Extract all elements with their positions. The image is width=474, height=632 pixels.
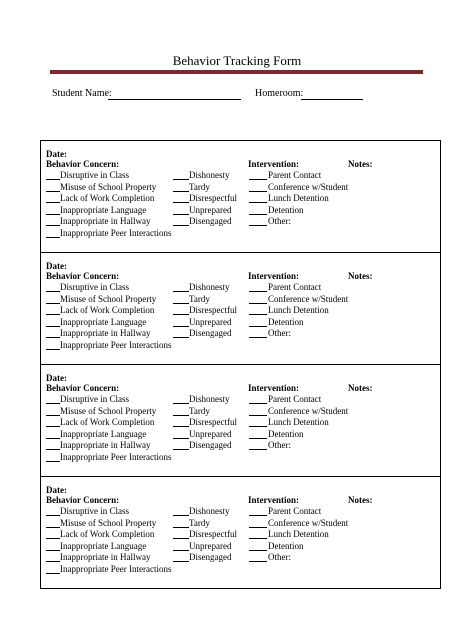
concern-checkbox-blank[interactable] [46,214,60,215]
concern-option: Inappropriate in Hallway [60,552,151,562]
date-label: Date: [46,149,67,159]
concern-option: Disrespectful [189,529,237,539]
intervention-option: Detention [268,204,304,215]
concern-checkbox-blank[interactable] [173,403,189,404]
concern-checkbox-blank[interactable] [46,561,60,562]
intervention-checkbox-blank[interactable] [249,202,267,203]
concern-checkbox-blank[interactable] [46,449,60,450]
intervention-option: Parent Contact [268,506,322,516]
concern-checkbox-blank[interactable] [46,538,60,539]
concern-option: Disengaged [189,216,232,226]
concern-checkbox-blank[interactable] [173,426,189,427]
concern-checkbox-blank[interactable] [46,438,60,439]
concern-option: Lack of Work Completion [60,305,155,315]
concern-option: Misuse of School Property [60,405,157,416]
concern-option: Disruptive in Class [60,282,129,292]
intervention-checkbox-blank[interactable] [249,403,267,404]
concern-option: Misuse of School Property [60,517,157,528]
intervention-label: Intervention: [248,383,299,393]
concern-checkbox-blank[interactable] [173,202,189,203]
concern-checkbox-blank[interactable] [46,527,60,528]
concern-option: Misuse of School Property [60,181,157,192]
concern-option: Disengaged [189,440,232,450]
intervention-checkbox-blank[interactable] [249,538,267,539]
intervention-option: Parent Contact [268,394,322,404]
concern-checkbox-blank[interactable] [46,349,60,350]
concern-checkbox-blank[interactable] [46,403,60,404]
concern-checkbox-blank[interactable] [173,538,189,539]
intervention-checkbox-blank[interactable] [249,438,267,439]
intervention-checkbox-blank[interactable] [249,449,267,450]
intervention-checkbox-blank[interactable] [249,561,267,562]
intervention-option: Conference w/Student [268,293,349,304]
intervention-option: Conference w/Student [268,405,349,416]
notes-label: Notes: [348,495,373,505]
concern-option: Lack of Work Completion [60,417,155,427]
homeroom-field[interactable] [301,99,363,100]
concern-checkbox-blank[interactable] [46,326,60,327]
intervention-option: Lunch Detention [268,529,329,539]
concern-checkbox-blank[interactable] [173,291,189,292]
concern-option: Disruptive in Class [60,506,129,516]
student-info-row [52,88,432,104]
concern-checkbox-blank[interactable] [173,337,189,338]
tracking-block [40,140,441,253]
concern-checkbox-blank[interactable] [173,303,189,304]
intervention-option: Other: [268,552,291,562]
tracking-block [40,252,441,365]
concern-option: Disengaged [189,328,232,338]
concern-option: Unprepared [189,428,232,439]
student-name-label: Student Name: [52,88,112,99]
intervention-checkbox-blank[interactable] [249,337,267,338]
intervention-option: Lunch Detention [268,417,329,427]
concern-checkbox-blank[interactable] [46,225,60,226]
concern-option: Inappropriate Peer Interactions [60,451,172,462]
intervention-checkbox-blank[interactable] [249,214,267,215]
intervention-checkbox-blank[interactable] [249,179,267,180]
concern-option: Inappropriate in Hallway [60,328,151,338]
concern-option: Inappropriate Peer Interactions [60,563,172,574]
concern-checkbox-blank[interactable] [46,237,60,238]
concern-option: Inappropriate Peer Interactions [60,227,172,238]
title-divider [50,70,423,74]
notes-label: Notes: [348,383,373,393]
concern-checkbox-blank[interactable] [46,303,60,304]
concern-checkbox-blank[interactable] [46,461,60,462]
intervention-option: Other: [268,328,291,338]
intervention-option: Other: [268,216,291,226]
intervention-checkbox-blank[interactable] [249,191,267,192]
concern-checkbox-blank[interactable] [173,314,189,315]
concern-option: Tardy [189,517,210,528]
tracking-block [40,364,441,477]
concern-option: Dishonesty [189,282,230,292]
intervention-option: Detention [268,316,304,327]
concern-checkbox-blank[interactable] [46,573,60,574]
concern-checkbox-blank[interactable] [46,291,60,292]
intervention-checkbox-blank[interactable] [249,314,267,315]
concern-option: Disrespectful [189,417,237,427]
intervention-option: Other: [268,440,291,450]
homeroom-label: Homeroom: [255,88,304,99]
concern-option: Disrespectful [189,193,237,203]
intervention-option: Lunch Detention [268,193,329,203]
tracking-block [40,476,441,589]
behavior-concern-label: Behavior Concern: [46,383,120,393]
concern-option: Disengaged [189,552,232,562]
concern-option: Unprepared [189,316,232,327]
student-name-field[interactable] [108,99,241,100]
concern-checkbox-blank[interactable] [46,515,60,516]
concern-checkbox-blank[interactable] [173,214,189,215]
intervention-label: Intervention: [248,271,299,281]
concern-checkbox-blank[interactable] [46,415,60,416]
date-label: Date: [46,485,67,495]
concern-checkbox-blank[interactable] [46,202,60,203]
concern-option: Tardy [189,405,210,416]
intervention-option: Conference w/Student [268,517,349,528]
concern-option: Inappropriate Language [60,204,147,215]
concern-option: Dishonesty [189,506,230,516]
concern-checkbox-blank[interactable] [46,314,60,315]
concern-checkbox-blank[interactable] [173,438,189,439]
date-label: Date: [46,261,67,271]
intervention-checkbox-blank[interactable] [249,326,267,327]
notes-label: Notes: [348,271,373,281]
behavior-concern-label: Behavior Concern: [46,159,120,169]
concern-checkbox-blank[interactable] [173,527,189,528]
concern-checkbox-blank[interactable] [46,191,60,192]
concern-option: Inappropriate Language [60,540,147,551]
concern-option: Inappropriate in Hallway [60,440,151,450]
concern-option: Inappropriate Language [60,428,147,439]
concern-checkbox-blank[interactable] [173,550,189,551]
intervention-checkbox-blank[interactable] [249,291,267,292]
intervention-checkbox-blank[interactable] [249,426,267,427]
intervention-option: Detention [268,428,304,439]
concern-option: Disrespectful [189,305,237,315]
concern-checkbox-blank[interactable] [46,426,60,427]
concern-option: Tardy [189,181,210,192]
concern-option: Tardy [189,293,210,304]
intervention-checkbox-blank[interactable] [249,415,267,416]
concern-option: Inappropriate Peer Interactions [60,339,172,350]
intervention-checkbox-blank[interactable] [249,303,267,304]
concern-checkbox-blank[interactable] [46,179,60,180]
concern-checkbox-blank[interactable] [173,326,189,327]
concern-checkbox-blank[interactable] [173,515,189,516]
concern-option: Disruptive in Class [60,170,129,180]
intervention-label: Intervention: [248,495,299,505]
intervention-checkbox-blank[interactable] [249,515,267,516]
concern-option: Lack of Work Completion [60,193,155,203]
intervention-checkbox-blank[interactable] [249,225,267,226]
concern-checkbox-blank[interactable] [173,449,189,450]
date-label: Date: [46,373,67,383]
form-title: Behavior Tracking Form [172,53,302,68]
concern-option: Unprepared [189,204,232,215]
concern-option: Disruptive in Class [60,394,129,404]
notes-label: Notes: [348,159,373,169]
intervention-option: Lunch Detention [268,305,329,315]
behavior-concern-label: Behavior Concern: [46,271,120,281]
concern-option: Lack of Work Completion [60,529,155,539]
concern-option: Inappropriate in Hallway [60,216,151,226]
concern-option: Misuse of School Property [60,293,157,304]
intervention-checkbox-blank[interactable] [249,527,267,528]
behavior-concern-label: Behavior Concern: [46,495,120,505]
intervention-label: Intervention: [248,159,299,169]
concern-checkbox-blank[interactable] [46,337,60,338]
concern-checkbox-blank[interactable] [173,179,189,180]
concern-option: Unprepared [189,540,232,551]
intervention-option: Detention [268,540,304,551]
concern-checkbox-blank[interactable] [173,415,189,416]
intervention-option: Parent Contact [268,170,322,180]
concern-option: Inappropriate Language [60,316,147,327]
concern-option: Dishonesty [189,394,230,404]
concern-checkbox-blank[interactable] [173,191,189,192]
concern-checkbox-blank[interactable] [46,550,60,551]
concern-option: Dishonesty [189,170,230,180]
intervention-option: Conference w/Student [268,181,349,192]
intervention-checkbox-blank[interactable] [249,550,267,551]
concern-checkbox-blank[interactable] [173,225,189,226]
intervention-option: Parent Contact [268,282,322,292]
concern-checkbox-blank[interactable] [173,561,189,562]
